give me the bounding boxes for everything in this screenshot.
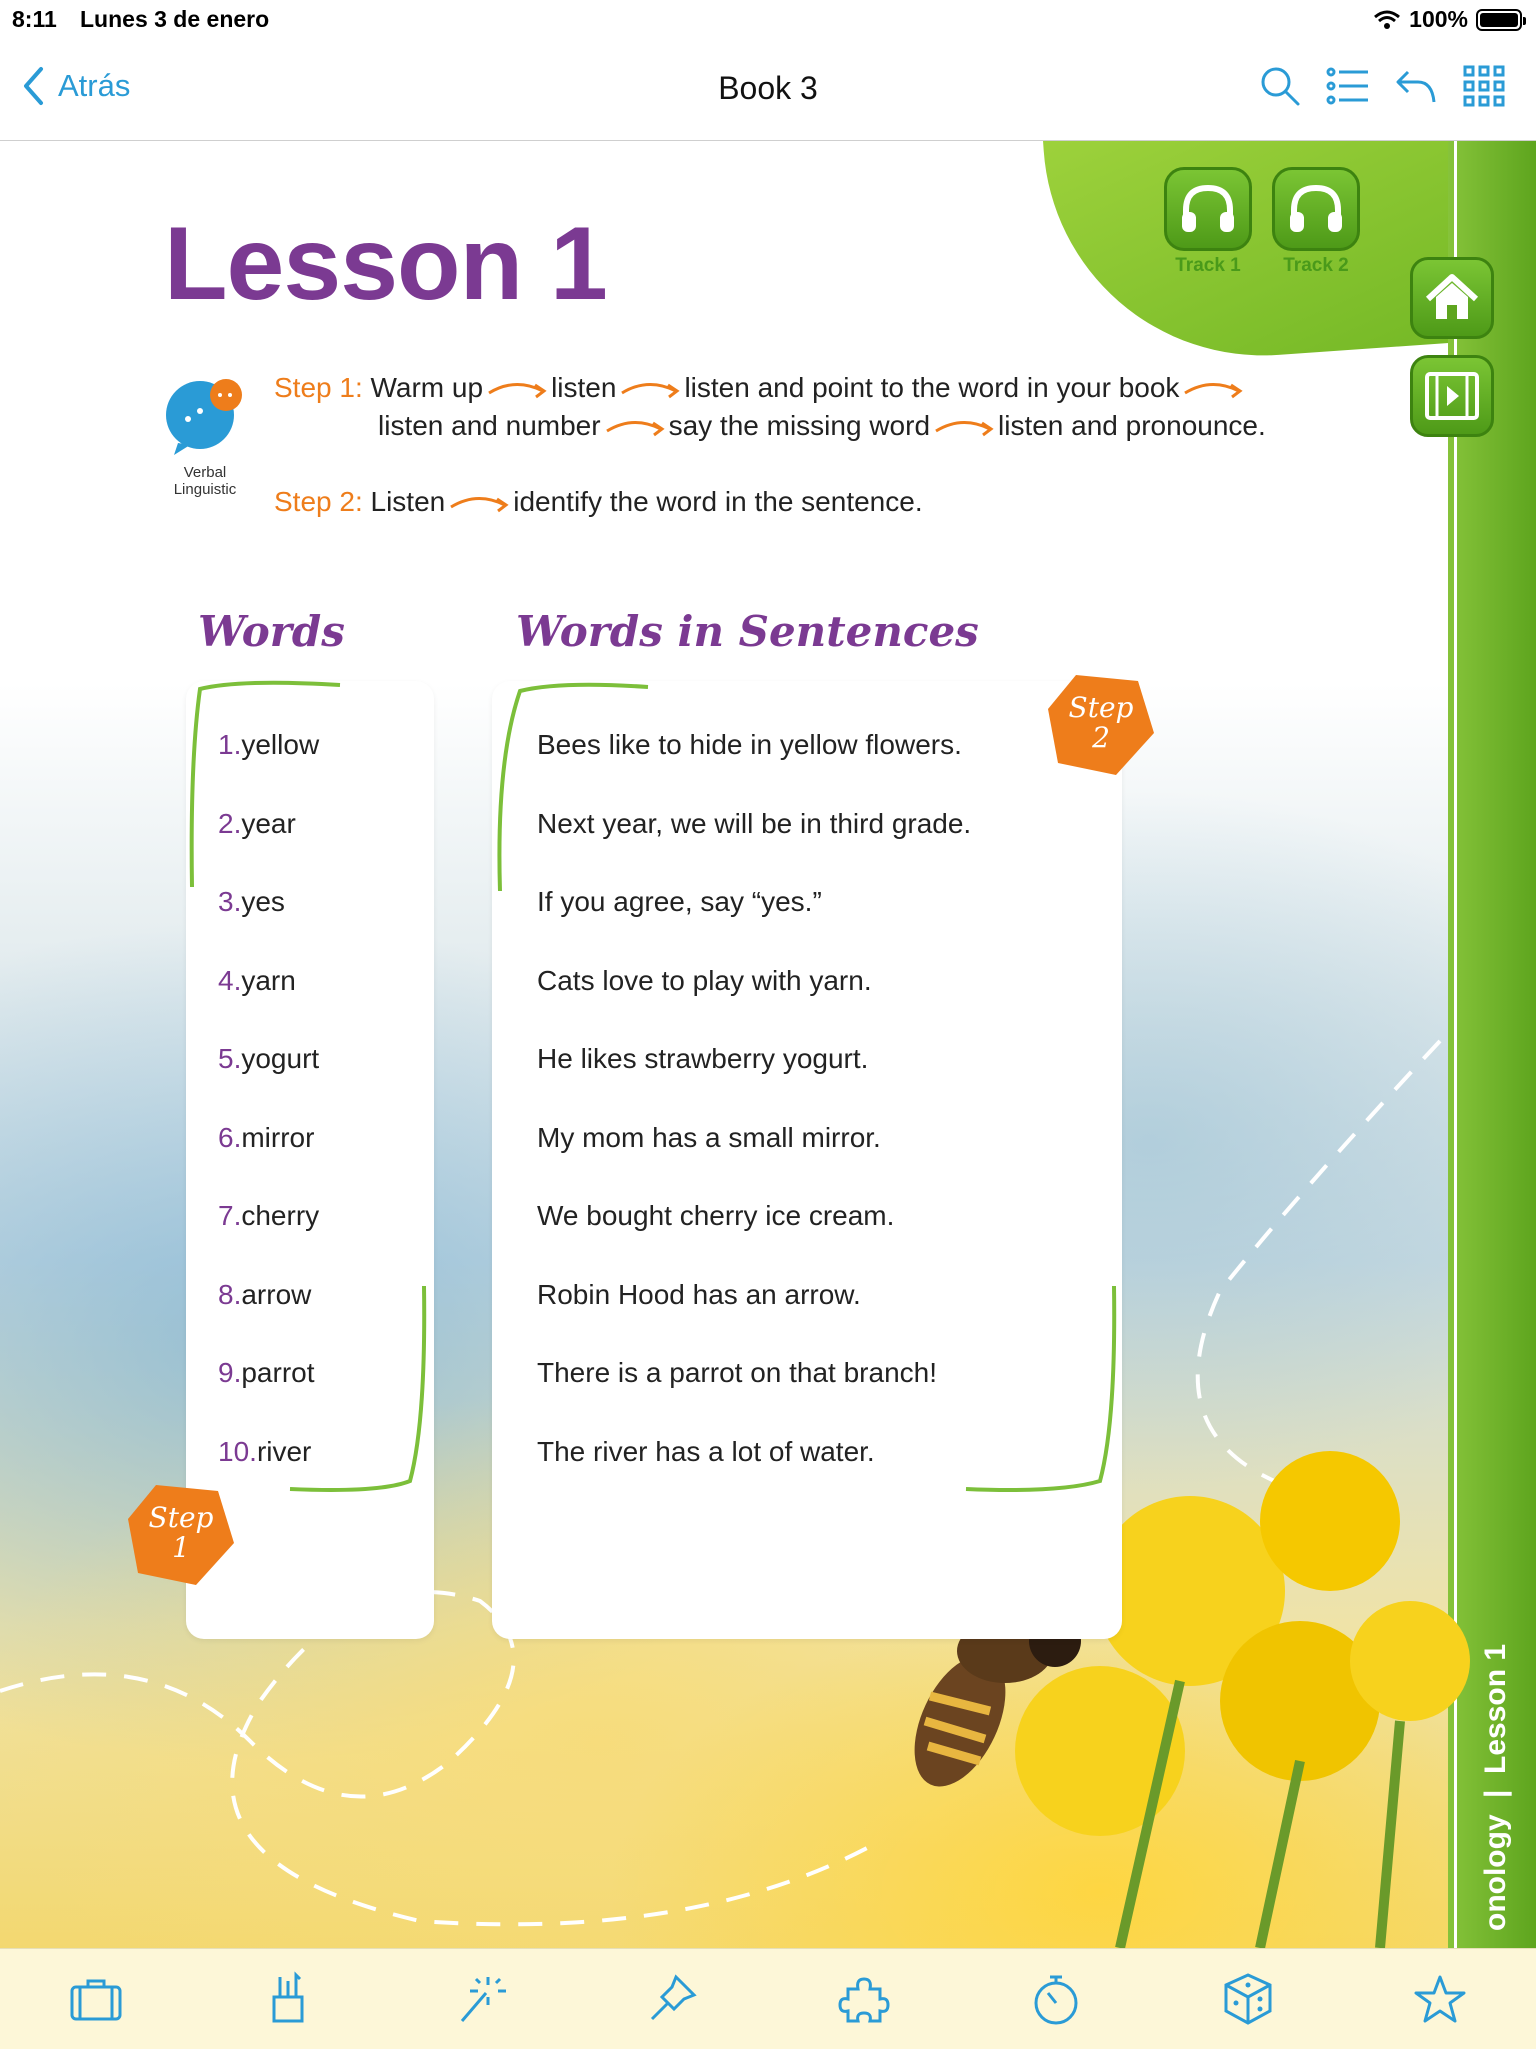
side-tab-separator: |: [1479, 1789, 1512, 1799]
verbal-linguistic-badge: [160, 373, 250, 498]
step-1-item: Warm up: [370, 372, 484, 403]
word-item: 4.yarn: [218, 965, 296, 996]
status-right: [1373, 6, 1522, 33]
step-1-badge: Step 1: [126, 1481, 236, 1591]
tools-icon[interactable]: [260, 1971, 316, 2027]
arrow-icon: [605, 417, 665, 439]
step-1-item: listen and number: [378, 410, 601, 441]
sentence-item: Bees like to hide in yellow flowers.: [537, 729, 962, 760]
headphones-icon: [1178, 182, 1238, 236]
sentence-item: Next year, we will be in third grade.: [537, 808, 972, 839]
magic-wand-icon[interactable]: [452, 1971, 508, 2027]
headphones-icon: [1286, 182, 1346, 236]
page-title: Book 3: [718, 70, 818, 106]
word-item: 6.mirror: [218, 1122, 315, 1153]
side-tab-lesson: Lesson 1: [1479, 1643, 1512, 1774]
battery-percent: 100%: [1409, 6, 1468, 32]
track-2-button[interactable]: [1272, 167, 1360, 277]
step-2-label: Step 2:: [274, 486, 363, 517]
timer-icon[interactable]: [1028, 1971, 1084, 2027]
step-1-item: listen and point to the word in your book: [684, 372, 1180, 403]
sentence-item: We bought cherry ice cream.: [537, 1200, 895, 1231]
arrow-icon: [449, 493, 509, 515]
sentence-item: Robin Hood has an arrow.: [537, 1279, 861, 1310]
status-time: 8:11: [12, 6, 57, 32]
arrow-icon: [934, 417, 994, 439]
sentence-item: If you agree, say “yes.”: [537, 886, 822, 917]
step-1-label: Step 1:: [274, 372, 363, 403]
list-icon[interactable]: [1326, 64, 1370, 108]
track-2-label: Track 2: [1283, 255, 1349, 276]
wifi-icon: [1373, 9, 1401, 31]
word-item: 10.river: [218, 1436, 312, 1467]
word-item: 3.yes: [218, 886, 285, 917]
sentence-item: The river has a lot of water.: [537, 1436, 875, 1467]
lesson-title: Lesson 1: [164, 206, 607, 322]
steps-instructions: [274, 369, 1266, 521]
words-heading: Words: [198, 607, 345, 656]
arrow-icon: [1183, 379, 1243, 401]
briefcase-icon[interactable]: [68, 1971, 124, 2027]
home-icon: [1424, 273, 1480, 323]
track-1-label: Track 1: [1175, 255, 1241, 276]
word-item: 7.cherry: [218, 1200, 320, 1231]
sentence-item: He likes strawberry yogurt.: [537, 1043, 869, 1074]
step-1-item: say the missing word: [668, 410, 931, 441]
speech-bubble-icon: [160, 373, 250, 457]
word-item: 8.arrow: [218, 1279, 312, 1310]
track-1-button[interactable]: [1164, 167, 1252, 277]
step-2-item: identify the word in the sentence.: [513, 486, 923, 517]
word-item: 2.year: [218, 808, 296, 839]
video-icon: [1423, 370, 1481, 422]
intelligence-label-2: Linguistic: [173, 481, 237, 498]
side-tab-label: [1456, 1451, 1536, 1931]
puzzle-icon[interactable]: [836, 1971, 892, 2027]
arrow-icon: [620, 379, 680, 401]
sentences-heading: Words in Sentences: [516, 607, 979, 656]
battery-icon: [1476, 9, 1522, 31]
step-2-badge: Step 2: [1046, 671, 1156, 781]
arrow-icon: [487, 379, 547, 401]
sentence-item: There is a parrot on that branch!: [537, 1357, 937, 1388]
intelligence-label-1: Verbal: [183, 464, 227, 481]
dice-icon[interactable]: [1220, 1971, 1276, 2027]
pin-icon[interactable]: [644, 1971, 700, 2027]
step-1-item: listen: [551, 372, 617, 403]
undo-icon[interactable]: [1394, 64, 1438, 108]
sentence-item: Cats love to play with yarn.: [537, 965, 872, 996]
tool-bar: [0, 1948, 1536, 2049]
back-label: Atrás: [58, 68, 131, 103]
navigation-bar: [0, 40, 1536, 141]
side-tab-section: onology: [1479, 1814, 1512, 1931]
grid-icon[interactable]: [1462, 64, 1506, 108]
video-button[interactable]: [1410, 355, 1494, 437]
word-item: 5.yogurt: [218, 1043, 320, 1074]
search-icon[interactable]: [1258, 64, 1302, 108]
star-icon[interactable]: [1412, 1971, 1468, 2027]
word-item: 1.yellow: [218, 729, 320, 760]
book-page: [0, 141, 1536, 1948]
sentence-item: My mom has a small mirror.: [537, 1122, 881, 1153]
status-date: Lunes 3 de enero: [80, 6, 270, 32]
step-1-item: listen and pronounce.: [998, 410, 1266, 441]
step-2-item: Listen: [370, 486, 446, 517]
word-item: 9.parrot: [218, 1357, 315, 1388]
status-bar: [0, 0, 1536, 40]
home-button[interactable]: [1410, 257, 1494, 339]
